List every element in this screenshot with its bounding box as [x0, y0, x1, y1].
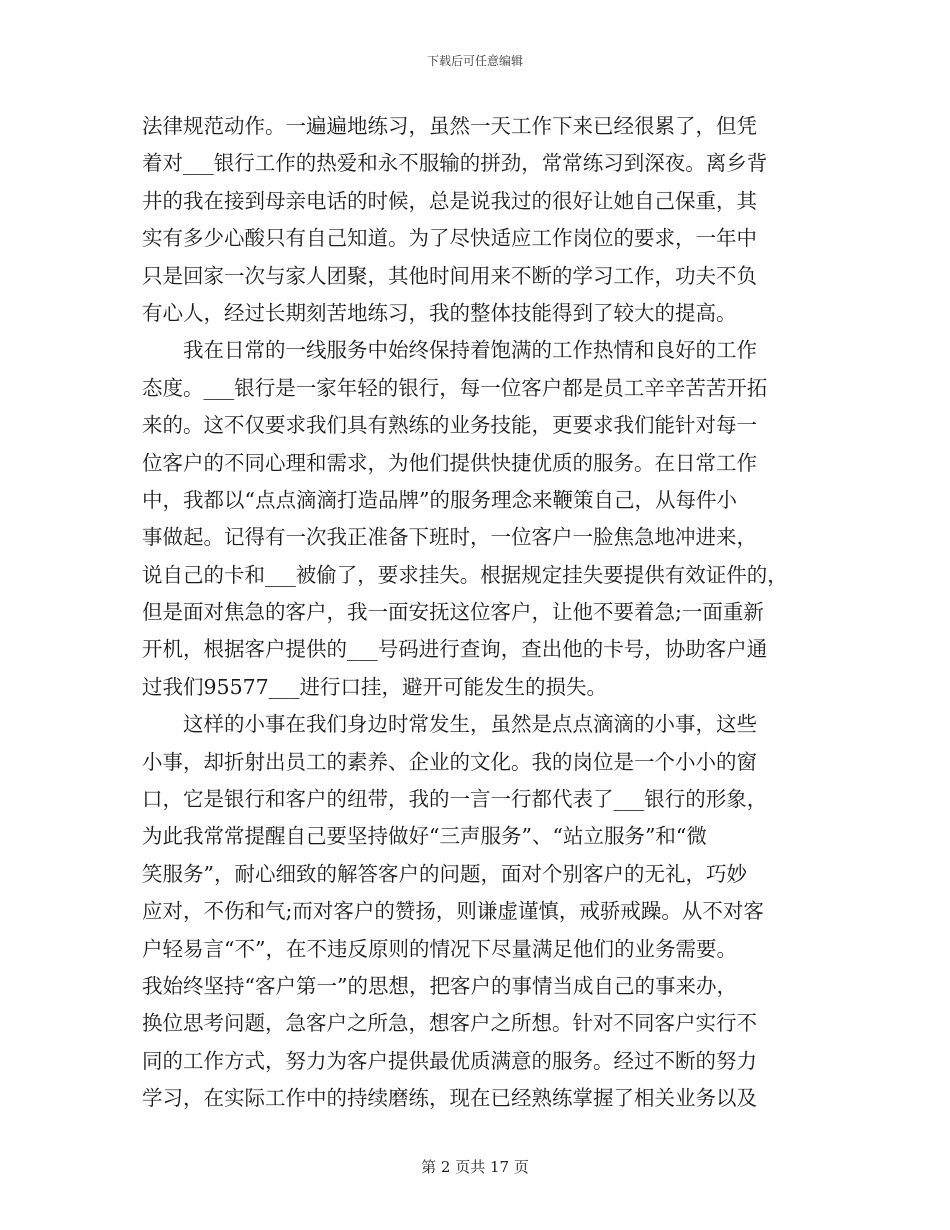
text-line: 事做起。记得有一次我正准备下班时，一位客户一脸焦急地冲进来，: [142, 525, 757, 550]
text-line: 笑服务”，耐心细致的解答客户的问题，面对个别客户的无礼，巧妙: [142, 861, 747, 886]
text-line: 说自己的卡和___被偷了，要求挂失。根据规定挂失要提供有效证件的，: [142, 562, 788, 587]
text-line: 实有多少心酸只有自己知道。为了尽快适应工作岗位的要求，一年中: [142, 226, 757, 251]
text-line: 学习，在实际工作中的持续磨练，现在已经熟练掌握了相关业务以及: [142, 1086, 757, 1111]
text-line: 换位思考问题，急客户之所急，想客户之所想。针对不同客户实行不: [142, 1011, 757, 1036]
text-line: 只是回家一次与家人团聚，其他时间用来不断的学习工作，功夫不负: [142, 263, 757, 288]
text-line: 我始终坚持“客户第一”的思想，把客户的事情当成自己的事来办，: [142, 973, 737, 998]
text-line: 位客户的不同心理和需求，为他们提供快捷优质的服务。在日常工作: [142, 450, 757, 475]
text-line: 过我们95577___进行口挂，避开可能发生的损失。: [142, 674, 607, 699]
paragraph-first-line: 我在日常的一线服务中始终保持着饱满的工作热情和良好的工作: [183, 338, 757, 363]
text-line: 法律规范动作。一遍遍地练习，虽然一天工作下来已经很累了，但凭: [142, 114, 757, 138]
page-number: 第 2 页共 17 页: [421, 1158, 529, 1176]
text-line: 开机，根据客户提供的___号码进行查询，查出他的卡号，协助客户通: [142, 637, 768, 662]
text-line: 应对，不伤和气;而对客户的赞扬，则谦虚谨慎，戒骄戒躁。从不对客: [142, 899, 764, 924]
text-line: 户轻易言“不”，在不违反原则的情况下尽量满足他们的业务需要。: [142, 936, 737, 961]
document-body: [142, 108, 814, 1118]
text-line: 小事，却折射出员工的素养、企业的文化。我的岗位是一个小小的窗: [142, 749, 757, 774]
text-line: 井的我在接到母亲电话的时候，总是说我过的很好让她自己保重，其: [142, 188, 757, 213]
text-line: 但是面对焦急的客户，我一面安抚这位客户，让他不要着急;一面重新: [142, 600, 764, 625]
text-line: 着对___银行工作的热爱和永不服输的拼劲，常常练习到深夜。离乡背: [142, 151, 768, 176]
text-line: 为此我常常提醒自己要坚持做好“三声服务”、“站立服务”和“微: [142, 824, 707, 849]
text-line: 口，它是银行和客户的纽带，我的一言一行都代表了___银行的形象，: [142, 787, 768, 812]
text-line: 态度。___银行是一家年轻的银行，每一位客户都是员工辛辛苦苦开拓: [142, 375, 768, 400]
text-line: 有心人，经过长期刻苦地练习，我的整体技能得到了较大的提高。: [142, 300, 737, 325]
paragraph-first-line: 这样的小事在我们身边时常发生，虽然是点点滴滴的小事，这些: [183, 712, 757, 737]
text-line: 同的工作方式，努力为客户提供最优质满意的服务。经过不断的努力: [142, 1048, 757, 1073]
text-line: 来的。这不仅要求我们具有熟练的业务技能，更要求我们能针对每一: [142, 413, 757, 438]
page-header: 下载后可任意编辑: [426, 54, 523, 68]
text-line: 中，我都以“点点滴滴打造品牌”的服务理念来鞭策自己，从每件小: [142, 487, 737, 512]
